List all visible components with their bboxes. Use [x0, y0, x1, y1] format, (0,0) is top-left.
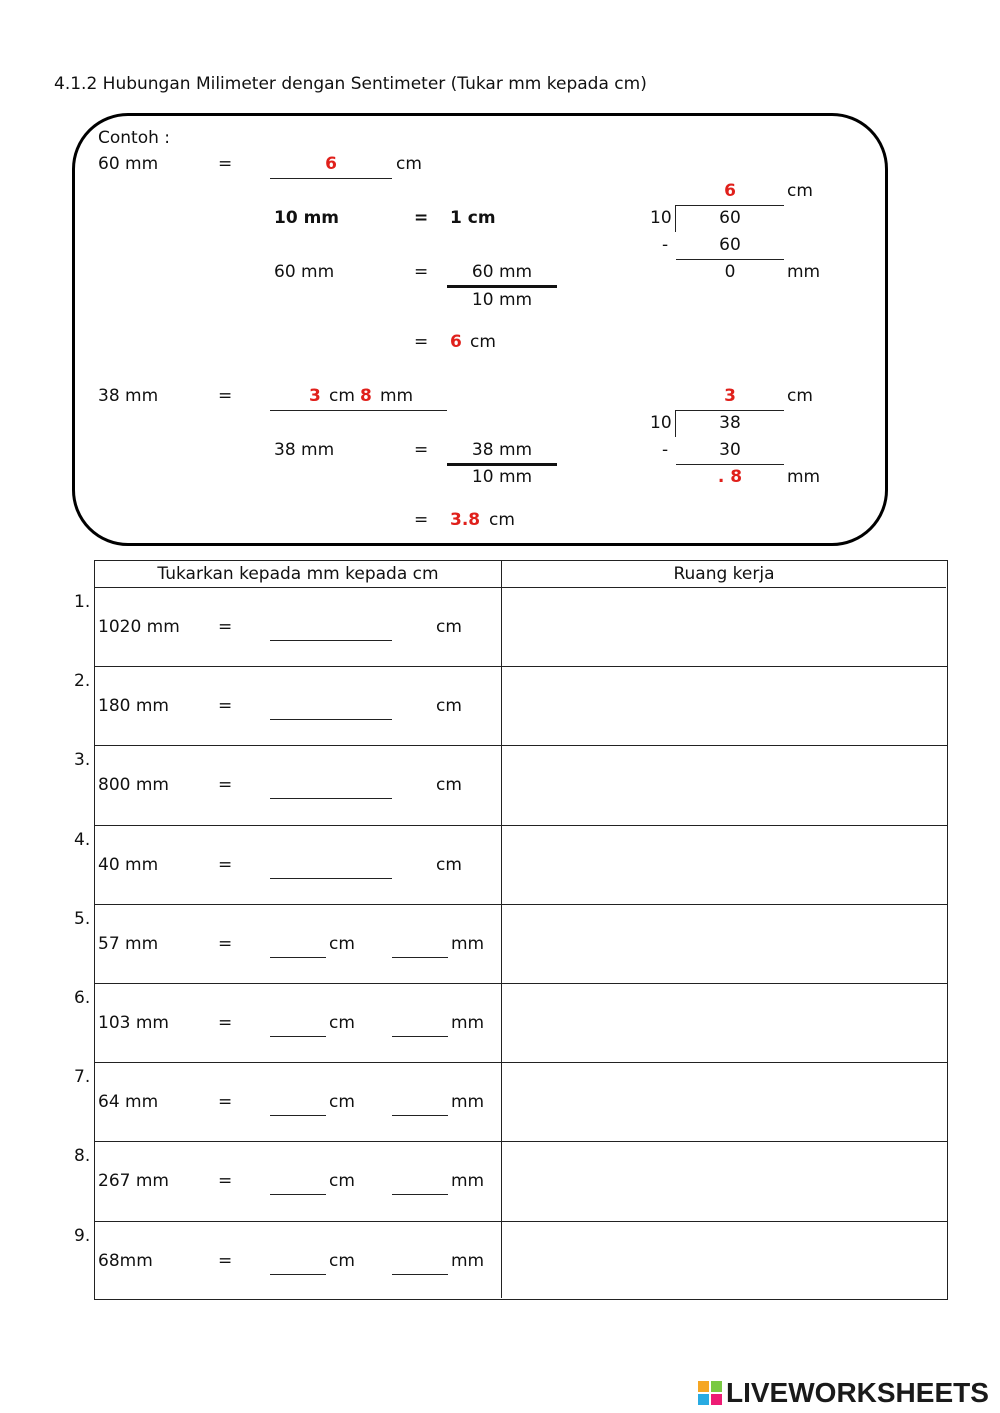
ex2-result-equals: =	[414, 510, 429, 530]
ex1-step-left: 60 mm	[274, 262, 335, 282]
ex1-step-equals: =	[414, 262, 429, 282]
row-number: 2.	[74, 671, 91, 692]
answer-blank-cm[interactable]	[270, 878, 392, 879]
workspace-cell[interactable]	[502, 1063, 946, 1140]
ex2-denominator: 10 mm	[471, 467, 533, 487]
ex1-rule-right: 1 cm	[450, 208, 496, 228]
workspace-cell[interactable]	[502, 1142, 946, 1219]
row-number: 9.	[74, 1225, 91, 1246]
ex1-div-quotient-unit: cm	[787, 181, 813, 201]
ex2-div-minus: -	[662, 440, 669, 460]
ex1-rule-equals: =	[414, 208, 429, 228]
ex1-answer-line	[270, 178, 392, 179]
row-unit-cm: cm	[329, 1250, 355, 1271]
ex1-equals: =	[218, 154, 233, 174]
ex1-answer: 6	[325, 154, 337, 174]
row-divider	[94, 745, 948, 746]
ex2-left-value: 38 mm	[98, 386, 159, 406]
ex2-div-subtrahend: 30	[719, 440, 741, 460]
workspace-cell[interactable]	[502, 746, 946, 823]
row-equals: =	[218, 775, 233, 796]
ex1-fraction-bar	[447, 285, 557, 288]
ex1-div-quotient: 6	[724, 181, 736, 201]
row-value: 103 mm	[98, 1013, 169, 1033]
ex2-div-divisor: 10	[650, 413, 672, 433]
row-unit-mm: mm	[451, 1092, 485, 1113]
ex2-answer-line	[270, 410, 447, 411]
logo-block	[711, 1381, 722, 1392]
workspace-cell[interactable]	[502, 826, 946, 903]
answer-blank-cm[interactable]	[270, 1036, 326, 1037]
row-equals: =	[218, 1250, 233, 1271]
workspace-cell[interactable]	[502, 984, 946, 1061]
row-divider	[94, 1221, 948, 1222]
answer-blank-cm[interactable]	[270, 640, 392, 641]
row-divider	[94, 904, 948, 905]
answer-blank-mm[interactable]	[392, 1194, 448, 1195]
row-equals: =	[218, 1013, 233, 1033]
ex2-result-unit: cm	[489, 510, 515, 530]
ex1-rule-left: 10 mm	[274, 208, 340, 228]
ex1-result-value: 6	[450, 332, 462, 352]
answer-blank-mm[interactable]	[392, 957, 448, 958]
ex1-div-minus: -	[662, 235, 669, 255]
logo-block	[711, 1394, 722, 1405]
ex2-div-bottom-line	[676, 464, 784, 465]
ex2-div-dividend: 38	[719, 413, 741, 433]
ex2-div-remainder-unit: mm	[787, 467, 821, 487]
row-unit-cm: cm	[436, 696, 462, 717]
row-value: 68mm	[98, 1250, 153, 1271]
answer-blank-cm[interactable]	[270, 1274, 326, 1275]
ex2-div-top-line	[676, 410, 784, 411]
row-divider	[94, 1062, 948, 1063]
row-number: 3.	[74, 750, 91, 771]
row-unit-mm: mm	[451, 1013, 485, 1033]
ex1-div-remainder-unit: mm	[787, 262, 821, 282]
ex1-result-equals: =	[414, 332, 429, 352]
ex2-div-bracket	[675, 410, 676, 437]
example-label: Contoh :	[98, 128, 171, 148]
row-unit-cm: cm	[329, 1171, 355, 1192]
row-number: 8.	[74, 1146, 91, 1167]
row-unit-mm: mm	[451, 933, 485, 954]
logo-block	[698, 1394, 709, 1405]
table-header-convert: Tukarkan kepada mm kepada cm	[157, 564, 439, 584]
answer-blank-mm[interactable]	[392, 1115, 448, 1116]
row-value: 1020 mm	[98, 617, 180, 637]
ex2-result-value: 3.8	[450, 510, 481, 530]
row-number: 5.	[74, 908, 91, 929]
ex1-div-subtrahend: 60	[719, 235, 741, 255]
answer-blank-cm[interactable]	[270, 957, 326, 958]
row-value: 64 mm	[98, 1092, 159, 1113]
workspace-cell[interactable]	[502, 1222, 946, 1299]
row-divider	[94, 983, 948, 984]
answer-blank-mm[interactable]	[392, 1274, 448, 1275]
answer-blank-mm[interactable]	[392, 1036, 448, 1037]
logo-block	[698, 1381, 709, 1392]
page-title: 4.1.2 Hubungan Milimeter dengan Sentimeter (Tukar mm kepada cm)	[54, 74, 647, 94]
row-unit-cm: cm	[329, 1092, 355, 1113]
row-unit-mm: mm	[451, 1250, 485, 1271]
row-equals: =	[218, 696, 233, 717]
row-value: 40 mm	[98, 854, 159, 875]
ex1-div-bracket	[675, 205, 676, 232]
ex2-numerator: 38 mm	[471, 440, 533, 460]
row-unit-cm: cm	[436, 775, 462, 796]
row-divider	[94, 1141, 948, 1142]
row-value: 57 mm	[98, 933, 159, 954]
ex2-div-remainder: . 8	[717, 467, 743, 487]
answer-blank-cm[interactable]	[270, 719, 392, 720]
ex1-div-remainder: 0	[724, 262, 736, 282]
ex2-div-quotient-unit: cm	[787, 386, 813, 406]
ex2-step-left: 38 mm	[274, 440, 335, 460]
row-unit-mm: mm	[451, 1171, 485, 1192]
ex1-div-dividend: 60	[719, 208, 741, 228]
ex2-cm-label: cm	[329, 386, 355, 406]
workspace-cell[interactable]	[502, 667, 946, 744]
ex2-mm-label: mm	[380, 386, 414, 406]
answer-blank-cm[interactable]	[270, 1194, 326, 1195]
row-unit-cm: cm	[329, 1013, 355, 1033]
table-header-workspace: Ruang kerja	[673, 564, 775, 584]
ex2-step-equals: =	[414, 440, 429, 460]
row-value: 800 mm	[98, 775, 169, 796]
row-equals: =	[218, 933, 233, 954]
ex1-left-value: 60 mm	[98, 154, 159, 174]
ex1-div-bottom-line	[676, 259, 784, 260]
ex1-denominator: 10 mm	[471, 290, 533, 310]
row-divider	[94, 825, 948, 826]
row-number: 1.	[74, 592, 91, 612]
logo-blocks-icon	[698, 1381, 722, 1405]
row-equals: =	[218, 1171, 233, 1192]
row-unit-cm: cm	[436, 854, 462, 875]
ex2-equals: =	[218, 386, 233, 406]
row-equals: =	[218, 617, 233, 637]
row-number: 6.	[74, 988, 91, 1008]
ex2-div-quotient: 3	[724, 386, 736, 406]
ex1-div-divisor: 10	[650, 208, 672, 228]
row-number: 7.	[74, 1067, 91, 1088]
ex1-numerator: 60 mm	[471, 262, 533, 282]
ex2-answer-cm: 3	[309, 386, 321, 406]
row-equals: =	[218, 854, 233, 875]
row-number: 4.	[74, 829, 91, 850]
row-equals: =	[218, 1092, 233, 1113]
ex2-answer-mm: 8	[360, 386, 372, 406]
ex1-div-top-line	[676, 205, 784, 206]
row-divider	[94, 666, 948, 667]
workspace-cell[interactable]	[502, 905, 946, 982]
row-value: 267 mm	[98, 1171, 169, 1192]
ex1-unit: cm	[396, 154, 422, 174]
ex1-result-unit: cm	[470, 332, 496, 352]
answer-blank-cm[interactable]	[270, 798, 392, 799]
row-value: 180 mm	[98, 696, 169, 717]
workspace-cell[interactable]	[502, 588, 946, 665]
row-unit-cm: cm	[329, 933, 355, 954]
answer-blank-cm[interactable]	[270, 1115, 326, 1116]
row-unit-cm: cm	[436, 617, 462, 637]
liveworksheets-logo	[698, 1378, 989, 1408]
ex2-fraction-bar	[447, 463, 557, 466]
logo-text: LIVEWORKSHEETS	[726, 1377, 989, 1408]
